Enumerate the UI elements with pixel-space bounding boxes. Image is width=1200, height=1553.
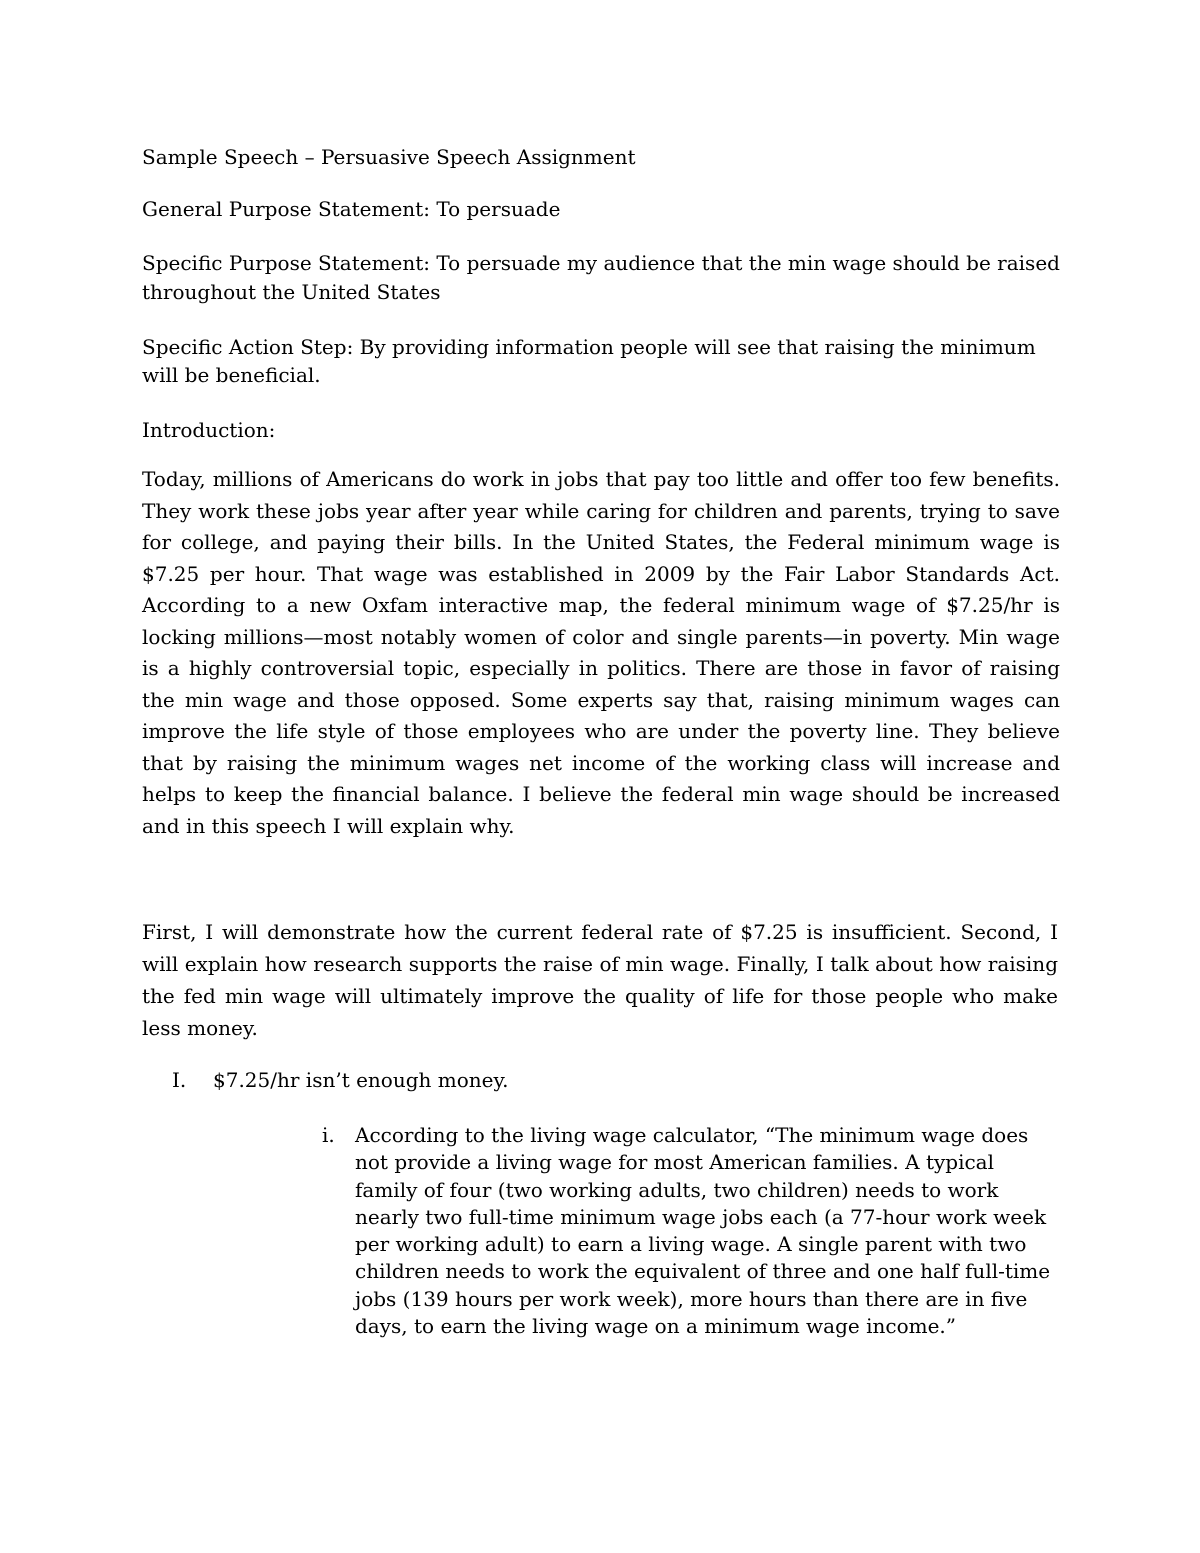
- general-purpose-statement: General Purpose Statement: To persuade: [142, 197, 561, 221]
- main-point-text: $7.25/hr isn’t enough money.: [213, 1068, 509, 1092]
- main-point-marker: I.: [172, 1068, 187, 1092]
- specific-action-step-line-1: Specific Action Step: By providing information people will see that raising the minimum: [142, 335, 1036, 359]
- specific-purpose-statement-line-2: throughout the United States: [142, 280, 441, 304]
- preview-paragraph: First, I will demonstrate how the current federal rate of $7.25 is insufficient. Second, I will explain how research supports the raise of min wage. Finally, I talk about how raising the fed min wage will ultimately improve the quality of life for those people who make less money.: [142, 920, 1058, 1040]
- specific-action-step-line-2: will be beneficial.: [142, 363, 321, 387]
- introduction-paragraph: Today, millions of Americans do work in jobs that pay too little and offer too few benefits. They work these jobs year after year while caring for children and parents, trying to save for college, and paying their bills. In the United States, the Federal minimum wage is $7.25 per hour. That wage was established in 2009 by the Fair Labor Standards Act. According to a new Oxfam interactive map, the federal minimum wage of $7.25/hr is locking millions—most notably women of color and single parents—in poverty. Min wage is a highly controversial topic, especially in politics. There are those in favor of raising the min wage and those opposed. Some experts say that, raising minimum wages can improve the life style of those employees who are under the poverty line. They believe that by raising the minimum wages net income of the working class will increase and helps to keep the financial balance. I believe the federal min wage should be increased and in this speech I will explain why.: [142, 467, 1060, 838]
- specific-purpose-statement-line-1: Specific Purpose Statement: To persuade my audience that the min wage should be raised: [142, 251, 1060, 275]
- sub-point-text: According to the living wage calculator, “The minimum wage does not provide a living wage for most American families. A typical family of four (two working adults, two children) needs to work nearly two full-time minimum wage jobs each (a 77-hour work week per working adult) to earn a living wage. A single parent with two children needs to work the equivalent of three and one half full-time jobs (139 hours per work week), more hours than there are in five days, to earn the living wage on a minimum wage income.”: [355, 1123, 1051, 1339]
- document-title: Sample Speech – Persuasive Speech Assignment: [142, 145, 636, 169]
- sub-point-marker: i.: [322, 1123, 335, 1147]
- introduction-heading: Introduction:: [142, 418, 276, 442]
